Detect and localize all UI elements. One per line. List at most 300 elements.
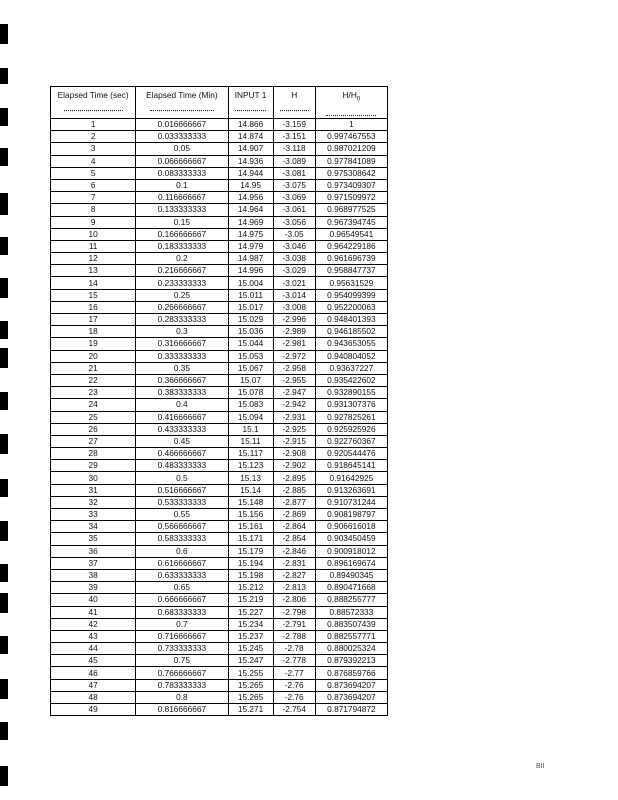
cell-h-ratio: 0.946185502 — [315, 326, 387, 338]
cell-elapsed-min: 0.133333333 — [136, 204, 228, 216]
table-row — [51, 119, 388, 131]
table-row — [51, 606, 388, 618]
cell-elapsed-min: 0.066666667 — [136, 155, 228, 167]
cell-input: 14.979 — [228, 240, 273, 252]
table-row — [51, 228, 388, 240]
cell-h: -2.869 — [273, 509, 315, 521]
cell-elapsed-min: 0.266666667 — [136, 301, 228, 313]
cell-elapsed-min: 0.7 — [136, 618, 228, 630]
cell-h: -2.798 — [273, 606, 315, 618]
header-elapsed-sec: Elapsed Time (sec) — [51, 87, 136, 119]
cell-h-ratio: 0.935422602 — [315, 374, 387, 386]
cell-h-ratio: 0.948401393 — [315, 314, 387, 326]
cell-elapsed-sec: 40 — [51, 594, 136, 606]
binding-mark — [0, 593, 8, 613]
cell-elapsed-sec: 9 — [51, 216, 136, 228]
cell-h: -2.942 — [273, 399, 315, 411]
cell-input: 15.067 — [228, 362, 273, 374]
cell-elapsed-min: 0.533333333 — [136, 496, 228, 508]
cell-elapsed-sec: 39 — [51, 582, 136, 594]
cell-elapsed-sec: 49 — [51, 704, 136, 716]
cell-elapsed-sec: 15 — [51, 289, 136, 301]
table-row — [51, 704, 388, 716]
cell-h-ratio: 0.958847737 — [315, 265, 387, 277]
cell-input: 15.029 — [228, 314, 273, 326]
table-row — [51, 253, 388, 265]
cell-input: 15.036 — [228, 326, 273, 338]
table-row — [51, 167, 388, 179]
cell-h: -2.827 — [273, 569, 315, 581]
cell-input: 15.219 — [228, 594, 273, 606]
cell-elapsed-min: 0.033333333 — [136, 131, 228, 143]
table-row — [51, 387, 388, 399]
cell-elapsed-min: 0.783333333 — [136, 679, 228, 691]
table-row — [51, 691, 388, 703]
cell-h: -2.915 — [273, 435, 315, 447]
table-row — [51, 192, 388, 204]
cell-elapsed-sec: 22 — [51, 374, 136, 386]
cell-input: 15.265 — [228, 691, 273, 703]
cell-elapsed-min: 0.366666667 — [136, 374, 228, 386]
cell-elapsed-min: 0.166666667 — [136, 228, 228, 240]
binding-mark — [0, 193, 8, 215]
cell-input: 14.95 — [228, 179, 273, 191]
cell-h-ratio: 0.940804052 — [315, 350, 387, 362]
table-row — [51, 277, 388, 289]
cell-elapsed-sec: 28 — [51, 448, 136, 460]
header-elapsed-min: Elapsed Time (Min) — [136, 87, 228, 119]
cell-input: 14.874 — [228, 131, 273, 143]
table-body — [51, 119, 388, 716]
cell-h: -2.77 — [273, 667, 315, 679]
table-row — [51, 423, 388, 435]
cell-elapsed-min: 0.633333333 — [136, 569, 228, 581]
cell-input: 15.053 — [228, 350, 273, 362]
cell-elapsed-sec: 31 — [51, 484, 136, 496]
cell-elapsed-min: 0.216666667 — [136, 265, 228, 277]
table-row — [51, 411, 388, 423]
cell-h: -2.806 — [273, 594, 315, 606]
cell-h-ratio: 0.883507439 — [315, 618, 387, 630]
cell-h: -3.061 — [273, 204, 315, 216]
table-row — [51, 509, 388, 521]
cell-h-ratio: 0.971509972 — [315, 192, 387, 204]
cell-h-ratio: 0.876859766 — [315, 667, 387, 679]
cell-elapsed-sec: 7 — [51, 192, 136, 204]
cell-elapsed-sec: 46 — [51, 667, 136, 679]
cell-elapsed-min: 0.2 — [136, 253, 228, 265]
cell-h-ratio: 1 — [315, 119, 387, 131]
cell-elapsed-min: 0.15 — [136, 216, 228, 228]
cell-h-ratio: 0.96549541 — [315, 228, 387, 240]
cell-elapsed-min: 0.666666667 — [136, 594, 228, 606]
cell-input: 15.234 — [228, 618, 273, 630]
cell-h-ratio: 0.943653055 — [315, 338, 387, 350]
cell-elapsed-sec: 47 — [51, 679, 136, 691]
cell-input: 15.194 — [228, 557, 273, 569]
table-row — [51, 204, 388, 216]
cell-h: -2.791 — [273, 618, 315, 630]
cell-input: 14.987 — [228, 253, 273, 265]
cell-h-ratio: 0.931307376 — [315, 399, 387, 411]
cell-h-ratio: 0.987021209 — [315, 143, 387, 155]
cell-input: 15.198 — [228, 569, 273, 581]
cell-h-ratio: 0.997467553 — [315, 131, 387, 143]
cell-input: 14.944 — [228, 167, 273, 179]
cell-elapsed-min: 0.333333333 — [136, 350, 228, 362]
cell-elapsed-min: 0.4 — [136, 399, 228, 411]
table-row — [51, 240, 388, 252]
table-row — [51, 496, 388, 508]
cell-elapsed-sec: 20 — [51, 350, 136, 362]
table-row — [51, 362, 388, 374]
cell-input: 15.11 — [228, 435, 273, 447]
cell-h: -2.877 — [273, 496, 315, 508]
cell-elapsed-min: 0.8 — [136, 691, 228, 703]
cell-elapsed-min: 0.683333333 — [136, 606, 228, 618]
cell-h: -2.981 — [273, 338, 315, 350]
cell-input: 14.969 — [228, 216, 273, 228]
binding-mark — [0, 278, 8, 298]
table-row — [51, 545, 388, 557]
table-row — [51, 582, 388, 594]
binding-mark — [0, 564, 8, 582]
cell-input: 15.212 — [228, 582, 273, 594]
cell-h: -2.864 — [273, 521, 315, 533]
cell-elapsed-sec: 24 — [51, 399, 136, 411]
table-row — [51, 216, 388, 228]
cell-input: 15.011 — [228, 289, 273, 301]
cell-elapsed-min: 0.733333333 — [136, 643, 228, 655]
cell-h: -3.089 — [273, 155, 315, 167]
cell-elapsed-min: 0.616666667 — [136, 557, 228, 569]
cell-elapsed-min: 0.55 — [136, 509, 228, 521]
binding-mark — [0, 321, 8, 339]
cell-h: -3.159 — [273, 119, 315, 131]
cell-elapsed-min: 0.816666667 — [136, 704, 228, 716]
table-row — [51, 484, 388, 496]
cell-elapsed-sec: 34 — [51, 521, 136, 533]
cell-h: -3.038 — [273, 253, 315, 265]
cell-elapsed-min: 0.583333333 — [136, 533, 228, 545]
cell-elapsed-min: 0.516666667 — [136, 484, 228, 496]
cell-h: -2.996 — [273, 314, 315, 326]
table-row — [51, 448, 388, 460]
cell-h: -2.931 — [273, 411, 315, 423]
cell-h-ratio: 0.913263691 — [315, 484, 387, 496]
cell-input: 15.004 — [228, 277, 273, 289]
table-row — [51, 472, 388, 484]
table-row — [51, 338, 388, 350]
cell-elapsed-min: 0.183333333 — [136, 240, 228, 252]
table-row — [51, 679, 388, 691]
cell-elapsed-min: 0.466666667 — [136, 448, 228, 460]
cell-elapsed-min: 0.75 — [136, 655, 228, 667]
cell-h-ratio: 0.918645141 — [315, 460, 387, 472]
cell-h: -3.021 — [273, 277, 315, 289]
cell-input: 15.156 — [228, 509, 273, 521]
footer-mark: BII — [536, 763, 545, 770]
cell-h: -3.151 — [273, 131, 315, 143]
cell-elapsed-sec: 37 — [51, 557, 136, 569]
cell-elapsed-min: 0.383333333 — [136, 387, 228, 399]
cell-h-ratio: 0.873694207 — [315, 691, 387, 703]
binding-mark — [0, 766, 8, 786]
table-row — [51, 533, 388, 545]
table-row — [51, 289, 388, 301]
cell-input: 14.907 — [228, 143, 273, 155]
cell-h: -3.014 — [273, 289, 315, 301]
cell-elapsed-min: 0.6 — [136, 545, 228, 557]
cell-h: -3.046 — [273, 240, 315, 252]
binding-mark — [0, 348, 8, 368]
cell-elapsed-min: 0.05 — [136, 143, 228, 155]
cell-input: 15.07 — [228, 374, 273, 386]
binding-mark — [0, 148, 8, 166]
cell-input: 15.161 — [228, 521, 273, 533]
cell-elapsed-sec: 45 — [51, 655, 136, 667]
binding-mark — [0, 68, 8, 84]
cell-input: 15.255 — [228, 667, 273, 679]
table-row — [51, 314, 388, 326]
cell-elapsed-min: 0.45 — [136, 435, 228, 447]
cell-elapsed-sec: 29 — [51, 460, 136, 472]
cell-elapsed-min: 0.283333333 — [136, 314, 228, 326]
table-row — [51, 557, 388, 569]
cell-h: -3.056 — [273, 216, 315, 228]
binding-mark — [0, 108, 8, 126]
cell-h: -3.118 — [273, 143, 315, 155]
cell-h: -2.778 — [273, 655, 315, 667]
cell-elapsed-min: 0.233333333 — [136, 277, 228, 289]
cell-h: -2.947 — [273, 387, 315, 399]
cell-h-ratio: 0.888255777 — [315, 594, 387, 606]
cell-h-ratio: 0.871794872 — [315, 704, 387, 716]
cell-elapsed-min: 0.566666667 — [136, 521, 228, 533]
cell-elapsed-sec: 33 — [51, 509, 136, 521]
cell-elapsed-sec: 27 — [51, 435, 136, 447]
cell-elapsed-min: 0.25 — [136, 289, 228, 301]
cell-elapsed-sec: 3 — [51, 143, 136, 155]
table-row — [51, 143, 388, 155]
header-input: INPUT 1 — [228, 87, 273, 119]
cell-h-ratio: 0.91642925 — [315, 472, 387, 484]
table-row — [51, 569, 388, 581]
cell-h-ratio: 0.964229186 — [315, 240, 387, 252]
cell-h-ratio: 0.903450459 — [315, 533, 387, 545]
cell-elapsed-min: 0.3 — [136, 326, 228, 338]
table-row — [51, 655, 388, 667]
cell-input: 15.247 — [228, 655, 273, 667]
table-row — [51, 435, 388, 447]
cell-elapsed-min: 0.316666667 — [136, 338, 228, 350]
cell-h-ratio: 0.922760367 — [315, 435, 387, 447]
cell-input: 15.017 — [228, 301, 273, 313]
cell-elapsed-sec: 12 — [51, 253, 136, 265]
cell-elapsed-min: 0.716666667 — [136, 630, 228, 642]
table-row — [51, 326, 388, 338]
cell-input: 15.083 — [228, 399, 273, 411]
table-row — [51, 630, 388, 642]
cell-input: 15.179 — [228, 545, 273, 557]
table-row — [51, 301, 388, 313]
cell-h-ratio: 0.879392213 — [315, 655, 387, 667]
header-row — [51, 87, 388, 119]
cell-h: -3.075 — [273, 179, 315, 191]
cell-h-ratio: 0.910731244 — [315, 496, 387, 508]
cell-h-ratio: 0.873694207 — [315, 679, 387, 691]
cell-elapsed-min: 0.35 — [136, 362, 228, 374]
binding-mark — [0, 521, 8, 541]
cell-h-ratio: 0.890471668 — [315, 582, 387, 594]
cell-h-ratio: 0.89490345 — [315, 569, 387, 581]
cell-input: 14.936 — [228, 155, 273, 167]
cell-h: -2.958 — [273, 362, 315, 374]
cell-h: -3.029 — [273, 265, 315, 277]
cell-elapsed-min: 0.016666667 — [136, 119, 228, 131]
cell-elapsed-sec: 6 — [51, 179, 136, 191]
cell-input: 15.227 — [228, 606, 273, 618]
cell-h-ratio: 0.973409307 — [315, 179, 387, 191]
cell-h-ratio: 0.954099399 — [315, 289, 387, 301]
cell-h-ratio: 0.967394745 — [315, 216, 387, 228]
cell-input: 15.1 — [228, 423, 273, 435]
cell-h: -2.854 — [273, 533, 315, 545]
cell-h: -2.788 — [273, 630, 315, 642]
cell-elapsed-min: 0.116666667 — [136, 192, 228, 204]
cell-h-ratio: 0.968977525 — [315, 204, 387, 216]
cell-elapsed-sec: 1 — [51, 119, 136, 131]
cell-h-ratio: 0.93637227 — [315, 362, 387, 374]
table-row — [51, 399, 388, 411]
cell-elapsed-sec: 2 — [51, 131, 136, 143]
cell-h-ratio: 0.908198797 — [315, 509, 387, 521]
data-table — [50, 86, 388, 716]
cell-h: -2.813 — [273, 582, 315, 594]
cell-elapsed-sec: 11 — [51, 240, 136, 252]
cell-h-ratio: 0.977841089 — [315, 155, 387, 167]
cell-input: 15.148 — [228, 496, 273, 508]
cell-h: -2.972 — [273, 350, 315, 362]
cell-elapsed-sec: 18 — [51, 326, 136, 338]
cell-h-ratio: 0.896169674 — [315, 557, 387, 569]
cell-input: 14.975 — [228, 228, 273, 240]
cell-elapsed-sec: 4 — [51, 155, 136, 167]
cell-elapsed-sec: 8 — [51, 204, 136, 216]
cell-h-ratio: 0.925925926 — [315, 423, 387, 435]
cell-h: -3.05 — [273, 228, 315, 240]
cell-input: 15.13 — [228, 472, 273, 484]
cell-input: 15.245 — [228, 643, 273, 655]
cell-h-ratio: 0.932890155 — [315, 387, 387, 399]
cell-elapsed-sec: 5 — [51, 167, 136, 179]
cell-h: -2.955 — [273, 374, 315, 386]
cell-elapsed-sec: 25 — [51, 411, 136, 423]
table-row — [51, 179, 388, 191]
header-h-ratio: $H/H_0$ — [315, 87, 387, 119]
cell-input: 14.866 — [228, 119, 273, 131]
cell-h: -3.008 — [273, 301, 315, 313]
cell-h: -3.069 — [273, 192, 315, 204]
cell-input: 14.956 — [228, 192, 273, 204]
cell-elapsed-sec: 44 — [51, 643, 136, 655]
cell-elapsed-sec: 19 — [51, 338, 136, 350]
cell-h-ratio: 0.88572333 — [315, 606, 387, 618]
binding-mark — [0, 636, 8, 654]
table-row — [51, 155, 388, 167]
binding-mark — [0, 434, 8, 454]
cell-elapsed-min: 0.1 — [136, 179, 228, 191]
cell-input: 15.171 — [228, 533, 273, 545]
cell-h: -2.76 — [273, 691, 315, 703]
cell-elapsed-min: 0.083333333 — [136, 167, 228, 179]
cell-h-ratio: 0.906616018 — [315, 521, 387, 533]
cell-h: -2.895 — [273, 472, 315, 484]
cell-elapsed-sec: 35 — [51, 533, 136, 545]
cell-input: 15.237 — [228, 630, 273, 642]
cell-elapsed-min: 0.483333333 — [136, 460, 228, 472]
table-row — [51, 460, 388, 472]
cell-elapsed-min: 0.5 — [136, 472, 228, 484]
cell-elapsed-sec: 48 — [51, 691, 136, 703]
cell-input: 15.14 — [228, 484, 273, 496]
cell-elapsed-sec: 16 — [51, 301, 136, 313]
cell-elapsed-sec: 10 — [51, 228, 136, 240]
cell-h-ratio: 0.975308642 — [315, 167, 387, 179]
cell-input: 15.271 — [228, 704, 273, 716]
cell-elapsed-sec: 36 — [51, 545, 136, 557]
table-row — [51, 350, 388, 362]
cell-elapsed-min: 0.433333333 — [136, 423, 228, 435]
cell-elapsed-sec: 42 — [51, 618, 136, 630]
cell-elapsed-min: 0.766666667 — [136, 667, 228, 679]
cell-input: 14.964 — [228, 204, 273, 216]
cell-elapsed-sec: 23 — [51, 387, 136, 399]
cell-h: -2.908 — [273, 448, 315, 460]
cell-h-ratio: 0.95631529 — [315, 277, 387, 289]
cell-elapsed-sec: 26 — [51, 423, 136, 435]
cell-elapsed-sec: 38 — [51, 569, 136, 581]
cell-h: -2.754 — [273, 704, 315, 716]
table-row — [51, 618, 388, 630]
cell-h-ratio: 0.952200063 — [315, 301, 387, 313]
cell-elapsed-sec: 17 — [51, 314, 136, 326]
cell-elapsed-sec: 41 — [51, 606, 136, 618]
cell-h-ratio: 0.920544476 — [315, 448, 387, 460]
cell-input: 15.123 — [228, 460, 273, 472]
cell-input: 15.265 — [228, 679, 273, 691]
cell-h-ratio: 0.927825261 — [315, 411, 387, 423]
cell-h-ratio: 0.880025324 — [315, 643, 387, 655]
cell-h: -2.925 — [273, 423, 315, 435]
cell-h: -2.885 — [273, 484, 315, 496]
cell-h: -3.081 — [273, 167, 315, 179]
cell-h: -2.846 — [273, 545, 315, 557]
cell-input: 15.044 — [228, 338, 273, 350]
cell-h-ratio: 0.961696739 — [315, 253, 387, 265]
table-row — [51, 594, 388, 606]
cell-elapsed-sec: 32 — [51, 496, 136, 508]
cell-elapsed-sec: 21 — [51, 362, 136, 374]
cell-elapsed-sec: 43 — [51, 630, 136, 642]
table-row — [51, 667, 388, 679]
cell-h: -2.989 — [273, 326, 315, 338]
binding-mark — [0, 237, 8, 255]
cell-elapsed-min: 0.416666667 — [136, 411, 228, 423]
cell-h: -2.831 — [273, 557, 315, 569]
binding-mark — [0, 722, 8, 740]
cell-elapsed-min: 0.65 — [136, 582, 228, 594]
